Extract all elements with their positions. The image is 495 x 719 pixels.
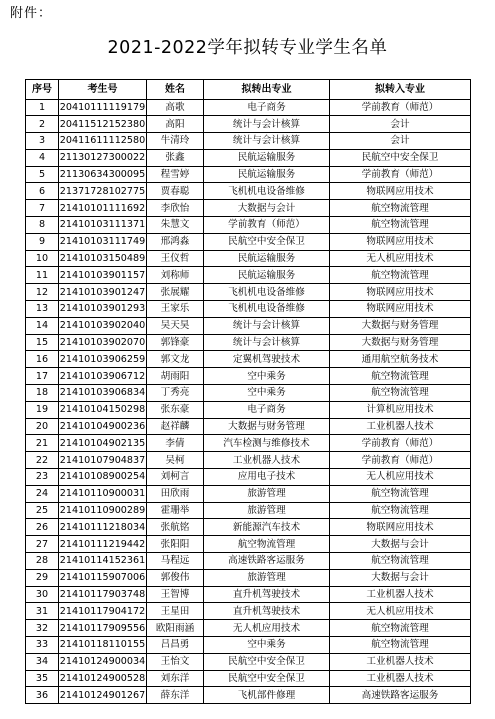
cell-index: 12 xyxy=(26,284,59,301)
cell-exam-number: 21410117904172 xyxy=(59,603,147,620)
cell-index: 18 xyxy=(26,385,59,402)
cell-name: 张展耀 xyxy=(147,284,204,301)
cell-name: 张航铭 xyxy=(147,519,204,536)
cell-to-major: 航空物流管理 xyxy=(330,385,471,402)
cell-from-major: 统计与会计核算 xyxy=(204,317,330,334)
cell-index: 15 xyxy=(26,334,59,351)
table-row xyxy=(26,519,471,536)
cell-index: 25 xyxy=(26,502,59,519)
table-row xyxy=(26,637,471,654)
header-to-major: 拟转入专业 xyxy=(330,80,471,100)
cell-exam-number: 21410103150489 xyxy=(59,250,147,267)
cell-exam-number: 21410115907006 xyxy=(59,569,147,586)
cell-exam-number: 21410111218034 xyxy=(59,519,147,536)
cell-index: 10 xyxy=(26,250,59,267)
cell-exam-number: 21410101111692 xyxy=(59,200,147,217)
cell-to-major: 学前教育（师范） xyxy=(330,452,471,469)
cell-from-major: 民航空中安全保卫 xyxy=(204,233,330,250)
cell-from-major: 民航运输服务 xyxy=(204,250,330,267)
table-row xyxy=(26,334,471,351)
cell-exam-number: 21410103906259 xyxy=(59,351,147,368)
table-row xyxy=(26,553,471,570)
cell-name: 吴天昊 xyxy=(147,317,204,334)
cell-index: 31 xyxy=(26,603,59,620)
cell-exam-number: 21410110900289 xyxy=(59,502,147,519)
cell-exam-number: 21130634300095 xyxy=(59,166,147,183)
table-row xyxy=(26,485,471,502)
cell-from-major: 民航空中安全保卫 xyxy=(204,653,330,670)
cell-index: 29 xyxy=(26,569,59,586)
cell-exam-number: 21130127300022 xyxy=(59,149,147,166)
cell-name: 吴柯 xyxy=(147,452,204,469)
cell-from-major: 高速铁路客运服务 xyxy=(204,553,330,570)
cell-index: 20 xyxy=(26,418,59,435)
cell-to-major: 航空物流管理 xyxy=(330,217,471,234)
cell-from-major: 空中乘务 xyxy=(204,368,330,385)
cell-to-major: 工业机器人技术 xyxy=(330,418,471,435)
cell-name: 刘柯言 xyxy=(147,469,204,486)
cell-to-major: 航空物流管理 xyxy=(330,637,471,654)
cell-name: 郭俊伟 xyxy=(147,569,204,586)
cell-index: 33 xyxy=(26,637,59,654)
table-row xyxy=(26,116,471,133)
cell-exam-number: 21410124900528 xyxy=(59,670,147,687)
cell-from-major: 飞机机电设备维修 xyxy=(204,301,330,318)
table-row xyxy=(26,166,471,183)
table-body xyxy=(26,99,471,704)
cell-name: 刘东洋 xyxy=(147,670,204,687)
cell-to-major: 学前教育（师范） xyxy=(330,166,471,183)
cell-index: 23 xyxy=(26,469,59,486)
cell-exam-number: 21410103901247 xyxy=(59,284,147,301)
cell-from-major: 新能源汽车技术 xyxy=(204,519,330,536)
cell-exam-number: 21410124901267 xyxy=(59,687,147,704)
cell-from-major: 飞机机电设备维修 xyxy=(204,284,330,301)
cell-index: 16 xyxy=(26,351,59,368)
cell-exam-number: 21371728102775 xyxy=(59,183,147,200)
cell-exam-number: 20411611112580 xyxy=(59,133,147,150)
cell-name: 郭文龙 xyxy=(147,351,204,368)
cell-from-major: 民航空中安全保卫 xyxy=(204,670,330,687)
table-row xyxy=(26,502,471,519)
table-row xyxy=(26,351,471,368)
cell-name: 邢鸿淼 xyxy=(147,233,204,250)
cell-exam-number: 21410107904837 xyxy=(59,452,147,469)
cell-index: 4 xyxy=(26,149,59,166)
cell-to-major: 物联网应用技术 xyxy=(330,233,471,250)
cell-exam-number: 21410108900254 xyxy=(59,469,147,486)
cell-index: 19 xyxy=(26,401,59,418)
cell-from-major: 电子商务 xyxy=(204,401,330,418)
cell-index: 3 xyxy=(26,133,59,150)
cell-exam-number: 21410104902135 xyxy=(59,435,147,452)
cell-name: 牛清玲 xyxy=(147,133,204,150)
cell-to-major: 大数据与会计 xyxy=(330,536,471,553)
cell-index: 30 xyxy=(26,586,59,603)
cell-name: 王智博 xyxy=(147,586,204,603)
table-row xyxy=(26,200,471,217)
cell-index: 13 xyxy=(26,301,59,318)
cell-exam-number: 21410117909556 xyxy=(59,620,147,637)
table-row xyxy=(26,217,471,234)
header-name: 姓名 xyxy=(147,80,204,100)
cell-exam-number: 21410103901157 xyxy=(59,267,147,284)
cell-index: 27 xyxy=(26,536,59,553)
cell-from-major: 统计与会计核算 xyxy=(204,334,330,351)
cell-from-major: 大数据与财务管理 xyxy=(204,418,330,435)
cell-to-major: 大数据与财务管理 xyxy=(330,334,471,351)
cell-exam-number: 21410110900031 xyxy=(59,485,147,502)
cell-to-major: 物联网应用技术 xyxy=(330,301,471,318)
cell-from-major: 统计与会计核算 xyxy=(204,133,330,150)
cell-exam-number: 21410114152361 xyxy=(59,553,147,570)
table-row xyxy=(26,99,471,116)
page-title: 2021-2022学年拟转专业学生名单 xyxy=(107,38,388,58)
cell-name: 田欣雨 xyxy=(147,485,204,502)
cell-from-major: 统计与会计核算 xyxy=(204,116,330,133)
table-row xyxy=(26,603,471,620)
cell-index: 22 xyxy=(26,452,59,469)
cell-name: 刘称师 xyxy=(147,267,204,284)
cell-from-major: 民航运输服务 xyxy=(204,166,330,183)
cell-to-major: 物联网应用技术 xyxy=(330,519,471,536)
cell-to-major: 航空物流管理 xyxy=(330,485,471,502)
cell-to-major: 无人机应用技术 xyxy=(330,469,471,486)
cell-from-major: 工业机器人技术 xyxy=(204,452,330,469)
cell-to-major: 无人机应用技术 xyxy=(330,603,471,620)
cell-name: 王仪哲 xyxy=(147,250,204,267)
cell-to-major: 无人机应用技术 xyxy=(330,250,471,267)
table-row xyxy=(26,435,471,452)
cell-name: 王星田 xyxy=(147,603,204,620)
cell-from-major: 汽车检测与维修技术 xyxy=(204,435,330,452)
attachment-label: 附件： xyxy=(10,6,53,21)
table-row xyxy=(26,284,471,301)
cell-index: 11 xyxy=(26,267,59,284)
cell-name: 高歌 xyxy=(147,99,204,116)
header-from-major: 拟转出专业 xyxy=(204,80,330,100)
cell-from-major: 民航运输服务 xyxy=(204,267,330,284)
cell-index: 7 xyxy=(26,200,59,217)
cell-to-major: 工业机器人技术 xyxy=(330,670,471,687)
table-row xyxy=(26,317,471,334)
table-header-row xyxy=(26,80,471,100)
cell-from-major: 民航运输服务 xyxy=(204,149,330,166)
cell-exam-number: 21410104900236 xyxy=(59,418,147,435)
cell-name: 程雪婷 xyxy=(147,166,204,183)
cell-to-major: 航空物流管理 xyxy=(330,553,471,570)
cell-exam-number: 21410103111749 xyxy=(59,233,147,250)
table-row xyxy=(26,687,471,704)
table-row xyxy=(26,452,471,469)
cell-name: 朱慧文 xyxy=(147,217,204,234)
table-row xyxy=(26,133,471,150)
table-row xyxy=(26,301,471,318)
cell-index: 36 xyxy=(26,687,59,704)
cell-to-major: 大数据与会计 xyxy=(330,569,471,586)
cell-name: 李倩 xyxy=(147,435,204,452)
table-row xyxy=(26,149,471,166)
cell-exam-number: 21410103902070 xyxy=(59,334,147,351)
cell-from-major: 定翼机驾驶技术 xyxy=(204,351,330,368)
cell-name: 张鑫 xyxy=(147,149,204,166)
cell-to-major: 物联网应用技术 xyxy=(330,183,471,200)
cell-to-major: 高速铁路客运服务 xyxy=(330,687,471,704)
cell-from-major: 应用电子技术 xyxy=(204,469,330,486)
cell-from-major: 空中乘务 xyxy=(204,385,330,402)
table-row xyxy=(26,183,471,200)
cell-index: 6 xyxy=(26,183,59,200)
cell-index: 9 xyxy=(26,233,59,250)
cell-exam-number: 21410104150298 xyxy=(59,401,147,418)
cell-name: 胡雨阳 xyxy=(147,368,204,385)
cell-index: 28 xyxy=(26,553,59,570)
cell-to-major: 航空物流管理 xyxy=(330,200,471,217)
cell-name: 薛东洋 xyxy=(147,687,204,704)
cell-from-major: 旅游管理 xyxy=(204,485,330,502)
cell-from-major: 电子商务 xyxy=(204,99,330,116)
cell-to-major: 通用航空航务技术 xyxy=(330,351,471,368)
cell-to-major: 物联网应用技术 xyxy=(330,284,471,301)
cell-name: 贾春聪 xyxy=(147,183,204,200)
student-table xyxy=(25,79,471,704)
cell-from-major: 旅游管理 xyxy=(204,502,330,519)
cell-from-major: 空中乘务 xyxy=(204,637,330,654)
cell-exam-number: 21410103111371 xyxy=(59,217,147,234)
cell-exam-number: 21410103906834 xyxy=(59,385,147,402)
cell-from-major: 飞机机电设备维修 xyxy=(204,183,330,200)
cell-exam-number: 21410103906712 xyxy=(59,368,147,385)
cell-name: 丁秀亮 xyxy=(147,385,204,402)
cell-name: 赵祥麟 xyxy=(147,418,204,435)
cell-exam-number: 21410103901293 xyxy=(59,301,147,318)
cell-name: 吕昌勇 xyxy=(147,637,204,654)
table-row xyxy=(26,250,471,267)
cell-index: 24 xyxy=(26,485,59,502)
cell-index: 26 xyxy=(26,519,59,536)
cell-index: 32 xyxy=(26,620,59,637)
cell-to-major: 航空物流管理 xyxy=(330,502,471,519)
cell-to-major: 航空物流管理 xyxy=(330,267,471,284)
table-row xyxy=(26,401,471,418)
cell-index: 14 xyxy=(26,317,59,334)
cell-name: 郭锋豪 xyxy=(147,334,204,351)
cell-name: 霍珊举 xyxy=(147,502,204,519)
cell-to-major: 计算机应用技术 xyxy=(330,401,471,418)
cell-exam-number: 21410111219442 xyxy=(59,536,147,553)
cell-to-major: 大数据与财务管理 xyxy=(330,317,471,334)
cell-index: 2 xyxy=(26,116,59,133)
cell-to-major: 会计 xyxy=(330,133,471,150)
table-row xyxy=(26,670,471,687)
cell-exam-number: 21410117903748 xyxy=(59,586,147,603)
cell-to-major: 工业机器人技术 xyxy=(330,586,471,603)
cell-exam-number: 21410124900034 xyxy=(59,653,147,670)
cell-from-major: 航空物流管理 xyxy=(204,536,330,553)
cell-to-major: 会计 xyxy=(330,116,471,133)
cell-from-major: 直升机驾驶技术 xyxy=(204,603,330,620)
header-exam-number: 考生号 xyxy=(59,80,147,100)
cell-to-major: 工业机器人技术 xyxy=(330,653,471,670)
cell-from-major: 旅游管理 xyxy=(204,569,330,586)
cell-name: 张东豪 xyxy=(147,401,204,418)
cell-to-major: 学前教育（师范） xyxy=(330,435,471,452)
cell-from-major: 学前教育（师范） xyxy=(204,217,330,234)
table-row xyxy=(26,385,471,402)
cell-name: 欧阳雨涵 xyxy=(147,620,204,637)
table-row xyxy=(26,569,471,586)
cell-exam-number: 20411512152380 xyxy=(59,116,147,133)
cell-name: 张阳阳 xyxy=(147,536,204,553)
cell-from-major: 飞机部件修理 xyxy=(204,687,330,704)
cell-to-major: 民航空中安全保卫 xyxy=(330,149,471,166)
cell-index: 5 xyxy=(26,166,59,183)
table-row xyxy=(26,233,471,250)
table-row xyxy=(26,586,471,603)
cell-name: 王家乐 xyxy=(147,301,204,318)
cell-index: 8 xyxy=(26,217,59,234)
cell-exam-number: 21410118110155 xyxy=(59,637,147,654)
cell-from-major: 大数据与会计 xyxy=(204,200,330,217)
table-row xyxy=(26,469,471,486)
table-row xyxy=(26,536,471,553)
cell-from-major: 直升机驾驶技术 xyxy=(204,586,330,603)
cell-from-major: 无人机应用技术 xyxy=(204,620,330,637)
cell-name: 李欣怡 xyxy=(147,200,204,217)
table-row xyxy=(26,418,471,435)
header-index: 序号 xyxy=(26,80,59,100)
table-row xyxy=(26,368,471,385)
cell-index: 21 xyxy=(26,435,59,452)
cell-name: 高阳 xyxy=(147,116,204,133)
cell-to-major: 航空物流管理 xyxy=(330,368,471,385)
table-row xyxy=(26,653,471,670)
cell-index: 34 xyxy=(26,653,59,670)
table-row xyxy=(26,267,471,284)
cell-name: 马程远 xyxy=(147,553,204,570)
cell-index: 35 xyxy=(26,670,59,687)
cell-to-major: 学前教育（师范） xyxy=(330,99,471,116)
table-row xyxy=(26,620,471,637)
cell-to-major: 航空物流管理 xyxy=(330,620,471,637)
cell-index: 17 xyxy=(26,368,59,385)
cell-exam-number: 20410111119179 xyxy=(59,99,147,116)
cell-exam-number: 21410103902040 xyxy=(59,317,147,334)
cell-name: 王怡文 xyxy=(147,653,204,670)
cell-index: 1 xyxy=(26,99,59,116)
